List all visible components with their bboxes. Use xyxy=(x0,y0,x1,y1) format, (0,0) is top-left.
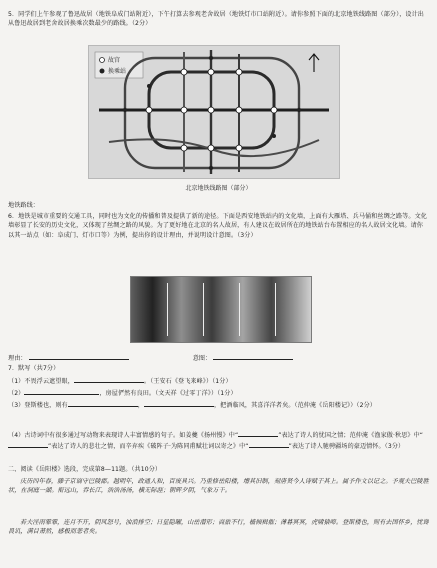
q7-item-2-blank xyxy=(24,387,99,395)
q7-item-4-blank-b xyxy=(8,440,48,448)
reason-blank xyxy=(29,352,129,360)
q7-item-2-text: （2） xyxy=(8,390,25,397)
legend-label-1: 故宫 xyxy=(108,57,121,64)
q7-item-3 xyxy=(8,399,429,410)
q7-title: 7．默写（共7分） xyxy=(8,365,60,372)
q7-item-2-tail: ，房屋俨然有良田。（文天祥《过零丁洋》）（1分） xyxy=(99,390,237,397)
q6-answer-row xyxy=(8,352,429,363)
subway-map-graphic xyxy=(89,46,339,178)
q7-item-1-tail: 。（王安石《登飞来峰》）（1分） xyxy=(143,378,232,385)
q7-item-1-text: （1）不畏浮云遮望眼， xyxy=(8,378,74,385)
intent-label: 意图： xyxy=(192,355,212,362)
reading-title: 二、阅读《岳阳楼》选段，完成第8—11题。（共10分） xyxy=(8,466,162,473)
q5-answer-line xyxy=(8,201,429,210)
map-caption: 北京地铁线路图（部分） xyxy=(185,185,252,192)
q7-item-4-tail: ”表达了诗人驰骋疆场的豪迈情怀。（3分） xyxy=(288,443,405,451)
subway-map xyxy=(88,45,340,179)
intent-blank xyxy=(213,352,293,360)
reading-para-1: 庆历四年春，滕子京谪守巴陵郡。越明年，政通人和，百废具兴。乃重修岳阳楼，增其旧制，刻唐贤今人诗赋于其上。属予作文以记之。予观夫巴陵胜状，在洞庭一湖。衔远山，吞长江，浩浩汤汤，横无际涯；朝晖夕阴，气象万千。 xyxy=(8,478,429,495)
reading-para-2: 若夫淫雨霏霏，连月不开，阴风怒号，浊浪排空；日星隐曜，山岳潜形；商旅不行，樯倾楫摧；薄暮冥冥，虎啸猿啼。登斯楼也，则有去国怀乡，忧谗畏讥，满目萧然，感极而悲者矣。 xyxy=(8,519,429,536)
q5-answer-label: 地铁路线： xyxy=(8,202,39,209)
reason-label: 理由： xyxy=(8,355,27,362)
q7-item-3-blank-b xyxy=(144,399,214,407)
q7-item-4-mid2: ”表达了诗人的悲壮之情，而辛弃疾《破阵子·为陈同甫赋壮词以寄之》中“ xyxy=(48,443,249,451)
q7-item-4 xyxy=(8,429,429,452)
q7-item-3-blank-a xyxy=(68,399,138,407)
q7-item-4-mid: ”表达了诗人的忧国之情；范仲淹《渔家傲·秋思》中“ xyxy=(278,432,424,439)
q7-item-3-tail: ，把酒临风，其喜洋洋者矣。（范仲淹《岳阳楼记》）（2分） xyxy=(213,402,376,409)
q7-item-3-sep: ， xyxy=(137,402,144,409)
q7-item-1 xyxy=(8,375,429,386)
legend-label-2: 换乘站 xyxy=(108,68,127,75)
culture-wall-photo xyxy=(130,276,312,343)
q7-item-4-blank-c xyxy=(249,440,289,448)
q7-item-4-blank-a xyxy=(238,429,278,437)
question-5-prompt: 5．同学们上午参观了鲁迅故居（地铁阜成门站附近），下午打算去参观老舍故居（地铁灯市口站附近）。请你参照下面的北京地铁线路图（部分），设计出从鲁迅故居到老舍故居换乘次数最少的路线。（2分） xyxy=(8,11,425,28)
q7-item-1-blank xyxy=(74,375,144,383)
question-6-prompt: 6．地铁是城市重要的交通工具，同时也为文化的传播和普及提供了新的途径。下面是西安地铁站内的文化墙，上面有大雁塔、兵马俑和丝绸之路等。文化墙彰显了长安的历史文化，又体现了丝绸之路的风貌。为了更好地在北京的名人故居，有人建议在故居所在的地铁站台布置相应的名人故居文化墙。请你以其一站点（如：阜成门、灯市口等）为例，提出你的设计理由，并说明设计意图。（3分） xyxy=(8,213,427,239)
q7-item-4-text: （4）古诗词中有很多通过写动物来表现诗人丰富情感的句子。如姜夔《扬州慢》中“ xyxy=(8,432,239,439)
q7-item-3-text: （3）登斯楼也，则有 xyxy=(8,402,68,409)
q7-item-2 xyxy=(8,387,429,398)
